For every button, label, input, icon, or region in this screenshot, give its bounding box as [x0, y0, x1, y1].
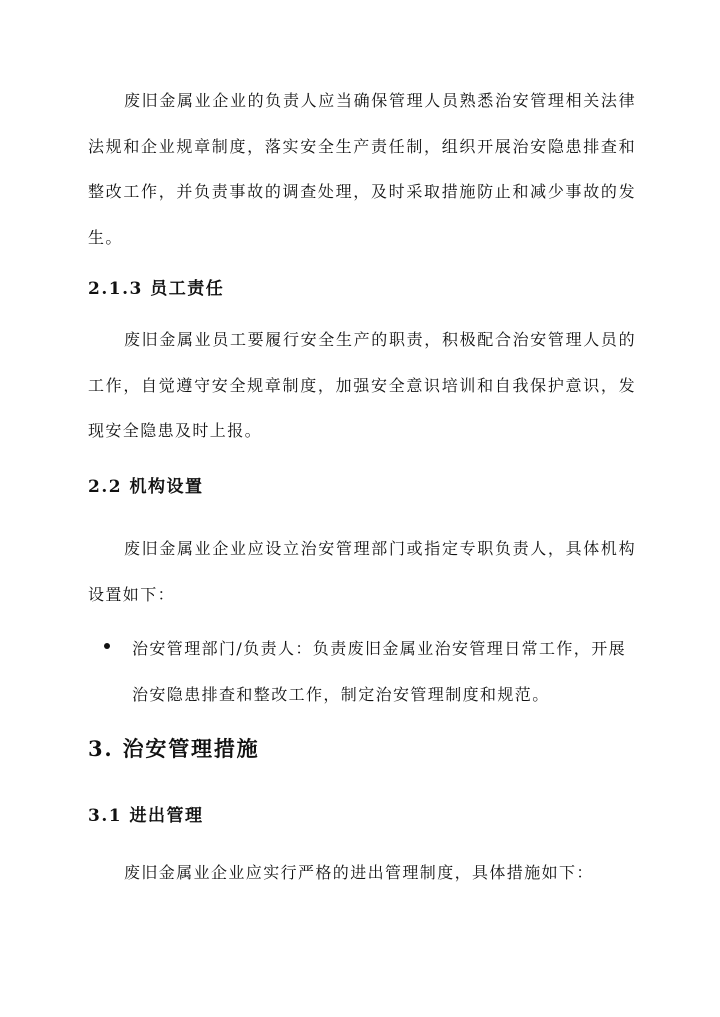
bullet-text: 治安管理部门/负责人：负责废旧金属业治安管理日常工作，开展治安隐患排查和整改工作，制定治安管理制度和规范。 [132, 639, 626, 704]
heading-2-1-3: 2.1.3 员工责任 [88, 279, 225, 299]
paragraph-access-management: 废旧金属业企业应实行严格的进出管理制度，具体措施如下： [124, 863, 594, 882]
heading-3: 3. 治安管理措施 [88, 736, 260, 761]
paragraph-employee-duties: 废旧金属业员工要履行安全生产的职责，积极配合治安管理人员的工作，自觉遵守安全规章制度，加强安全意识培训和自我保护意识，发现安全隐患及时上报。 [88, 330, 636, 440]
paragraph-leader-duties: 废旧金属业企业的负责人应当确保管理人员熟悉治安管理相关法律法规和企业规章制度，落实安全生产责任制，组织开展治安隐患排查和整改工作，并负责事故的调查处理，及时采取措施防止和减少事故的发生。 [88, 91, 636, 247]
paragraph-org-setup: 废旧金属业企业应设立治安管理部门或指定专职负责人，具体机构设置如下： [88, 539, 636, 604]
bullet-dot-icon [104, 643, 110, 649]
heading-3-1: 3.1 进出管理 [88, 806, 204, 826]
bullet-item [104, 626, 639, 717]
heading-2-2: 2.2 机构设置 [88, 477, 204, 497]
